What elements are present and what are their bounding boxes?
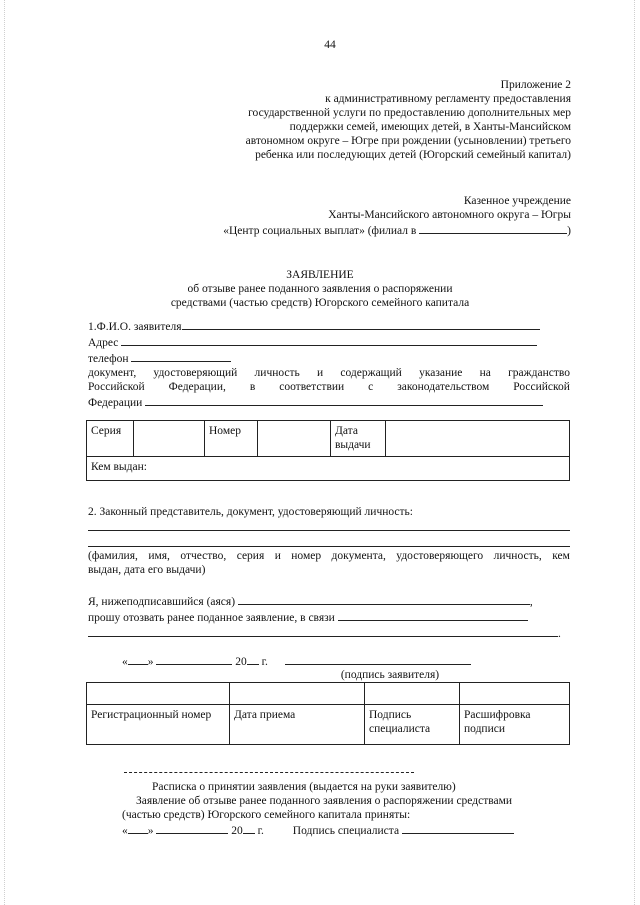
registration-table xyxy=(86,682,570,745)
addressee-line2: Ханты-Мансийского автономного округа – Югры xyxy=(328,209,571,221)
appendix-line: автономном округе – Югре при рождении (усыновлении) третьего xyxy=(245,135,571,147)
table-row xyxy=(87,705,570,745)
document-subtitle: об отзыве ранее поданного заявления о распоряжении xyxy=(187,283,453,295)
table-row xyxy=(87,683,570,705)
receipt-date-cell[interactable] xyxy=(230,683,365,705)
series-label: Серия xyxy=(87,421,134,457)
appendix-line: государственной услуги по предоставлению дополнительных мер xyxy=(248,107,571,119)
receipt-day-field[interactable] xyxy=(128,822,148,834)
reason-field[interactable] xyxy=(338,609,528,621)
receipt-line1: Заявление об отзыве ранее поданного заявления о распоряжении средствами xyxy=(136,795,513,807)
series-cell[interactable] xyxy=(134,421,205,457)
request-line1: Я, нижеподписавшийся (аяся) , xyxy=(88,593,570,609)
appendix-title: Приложение 2 xyxy=(500,79,571,91)
doc-line: Федерации xyxy=(88,394,570,410)
receipt-section xyxy=(122,780,572,838)
number-label: Номер xyxy=(205,421,258,457)
request-line2: прошу отозвать ранее поданное заявление, в связи xyxy=(88,609,570,625)
issue-date-cell[interactable] xyxy=(386,421,570,457)
table-row xyxy=(87,421,570,457)
receipt-date-signature: « » 20 г. Подпись специалиста xyxy=(122,822,572,838)
page-edge-left xyxy=(4,0,5,905)
reg-number-cell[interactable] xyxy=(87,683,230,705)
doc-line: документ, удостоверяющий личность и содержащий указание на гражданство xyxy=(88,367,570,379)
receipt-line2: (частью средств) Югорского семейного капитала приняты: xyxy=(122,809,411,821)
day-field[interactable] xyxy=(128,653,148,665)
representative-label: 2. Законный представитель, документ, удостоверяющий личность: xyxy=(88,506,413,518)
representative-line[interactable] xyxy=(88,530,570,531)
reason-field-continued[interactable] xyxy=(88,625,558,637)
appendix-line: поддержки семей, имеющих детей, в Ханты-Мансийском xyxy=(289,121,571,133)
receipt-date-header: Дата приема xyxy=(230,705,365,745)
receipt-month-field[interactable] xyxy=(156,822,228,834)
appendix-line: ребенка или последующих детей (Югорский семейный капитал) xyxy=(255,149,571,161)
request-section xyxy=(88,593,570,641)
applicant-signature-field[interactable] xyxy=(285,653,471,665)
addressee-line3: «Центр социальных выплат» (филиал в ) xyxy=(51,222,571,238)
applicant-section xyxy=(88,318,570,410)
appendix-line: к административному регламенту предоставления xyxy=(325,93,571,105)
signature-caption: (подпись заявителя) xyxy=(340,669,440,681)
specialist-signature-header: Подпись специалиста xyxy=(365,705,460,745)
page-edge-right xyxy=(634,0,635,905)
reg-number-header: Регистрационный номер xyxy=(87,705,230,745)
phone-row: телефон xyxy=(88,350,570,366)
receipt-title: Расписка о принятии заявления (выдается на руки заявителю) xyxy=(152,781,456,793)
year-field[interactable] xyxy=(247,653,259,665)
applicant-name-field[interactable] xyxy=(238,593,530,605)
address-row: Адрес xyxy=(88,334,570,350)
specialist-signature-cell[interactable] xyxy=(365,683,460,705)
month-field[interactable] xyxy=(156,653,232,665)
phone-field[interactable] xyxy=(131,350,231,362)
fio-row: 1.Ф.И.О. заявителя xyxy=(88,318,570,334)
addressee-block xyxy=(51,194,571,238)
document-subtitle: средствами (частью средств) Югорского семейного капитала xyxy=(170,297,470,309)
address-field[interactable] xyxy=(121,334,537,346)
representative-line[interactable] xyxy=(88,546,570,547)
issue-date-label: Дата выдачи xyxy=(331,421,386,457)
signature-decoding-cell[interactable] xyxy=(460,683,570,705)
table-row xyxy=(87,457,570,481)
addressee-line1: Казенное учреждение xyxy=(463,195,571,207)
issued-by-cell[interactable]: Кем выдан: xyxy=(87,457,570,481)
citizenship-doc-field[interactable] xyxy=(145,394,543,406)
page-number: 44 xyxy=(324,39,336,51)
specialist-signature-field[interactable] xyxy=(402,822,514,834)
branch-field[interactable] xyxy=(419,222,567,234)
fio-field[interactable] xyxy=(182,318,540,330)
heading-block xyxy=(60,268,580,310)
request-line3: . xyxy=(88,625,570,641)
signature-decoding-header: Расшифровка подписи xyxy=(460,705,570,745)
applicant-date-signature: « » 20 г. xyxy=(122,653,522,669)
id-document-table xyxy=(86,420,570,481)
appendix-block xyxy=(51,78,571,162)
doc-line: Российской Федерации, в соответствии с законодательством Российской xyxy=(88,381,570,393)
document-title: ЗАЯВЛЕНИЕ xyxy=(286,269,354,281)
representative-note: (фамилия, имя, отчество, серия и номер документа, удостоверяющего личность, кем выдан, дата его выдачи) xyxy=(88,550,570,576)
tear-off-line xyxy=(124,772,414,773)
number-cell[interactable] xyxy=(258,421,331,457)
receipt-year-field[interactable] xyxy=(243,822,255,834)
